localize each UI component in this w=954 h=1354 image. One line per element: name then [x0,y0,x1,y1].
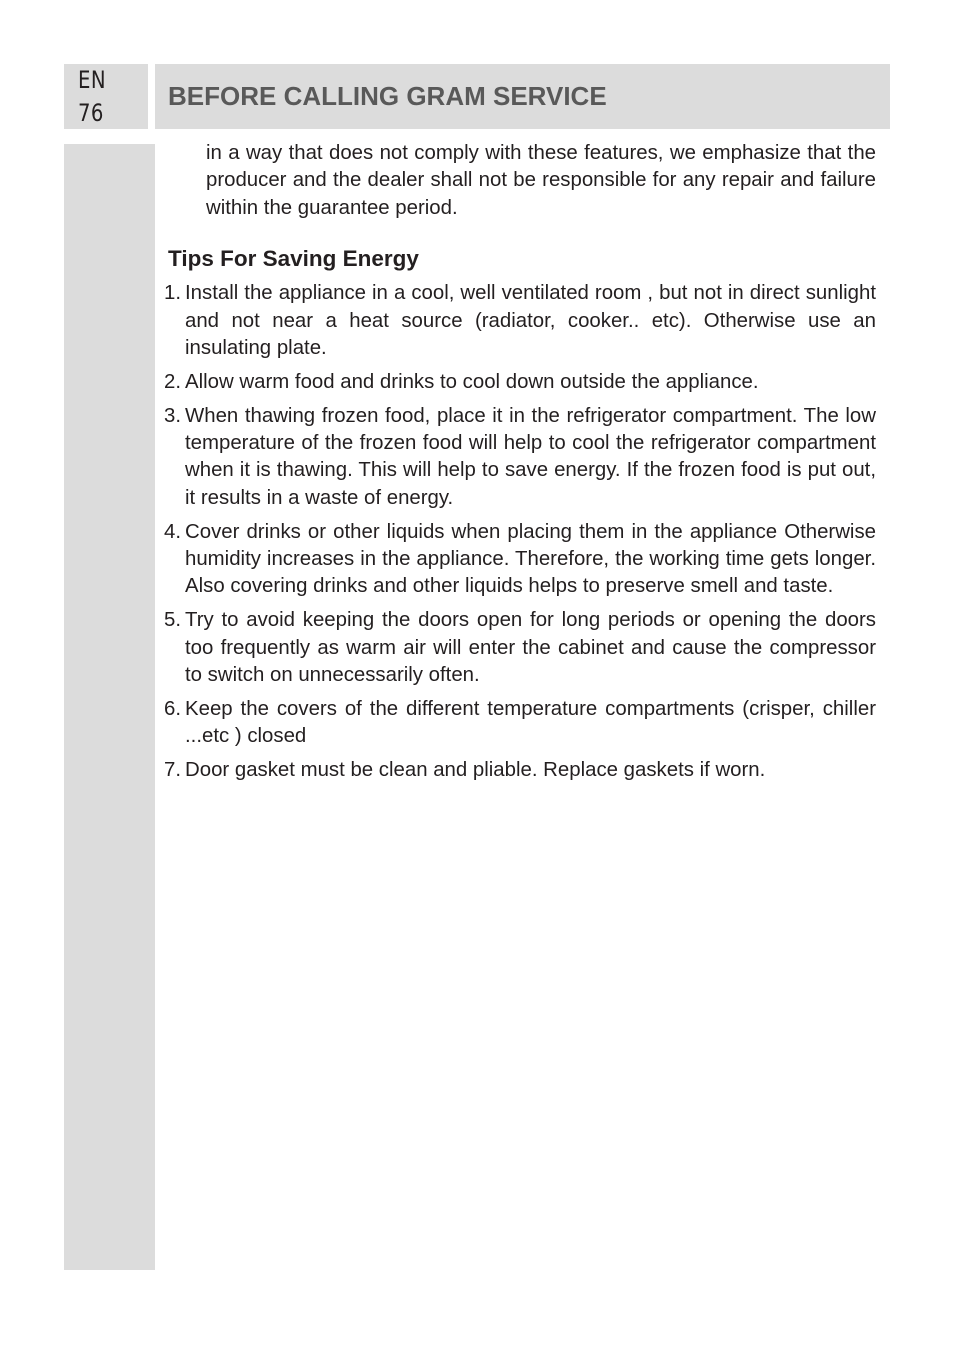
list-item [164,369,876,396]
list-item [164,280,876,362]
list-item [164,696,876,751]
list-item [164,607,876,689]
language-page-tab [64,64,148,129]
header-bar [155,64,890,129]
intro-paragraph: in a way that does not comply with these features, we emphasize that the producer and the dealer shall not be responsible for any repair and failure within the guarantee period. [206,142,876,219]
list-item-text: Door gasket must be clean and pliable. Replace gaskets if worn. [185,759,766,782]
page-content [164,140,876,791]
list-item-number: 4. [164,520,182,543]
language-code: EN [78,66,106,94]
list-item-text: Cover drinks or other liquids when placing them in the appliance Otherwise humidity increases in the appliance. Therefore, the working time gets longer. Also covering drinks and other liquids helps to preserve smell and taste. [185,520,876,598]
list-item-number: 3. [164,404,182,427]
list-item-text: Install the appliance in a cool, well ventilated room , but not in direct sunlight and not near a heat source (radiator, cooker.. etc). Otherwise use an insulating plate. [185,282,876,360]
page-title: BEFORE CALLING GRAM SERVICE [168,81,607,111]
list-item-number: 5. [164,609,182,632]
list-item-number: 2. [164,370,182,393]
list-item [164,519,876,601]
list-item-number: 1. [164,282,182,305]
tips-list [164,280,876,784]
side-margin-bar [64,144,155,1270]
list-item-text: Allow warm food and drinks to cool down outside the appliance. [185,370,759,393]
section-heading: Tips For Saving Energy [168,246,419,272]
page-number: 76 [78,99,104,127]
list-item-text: When thawing frozen food, place it in the refrigerator compartment. The low temperature of the frozen food will help to cool the refrigerator compartment when it is thawing. This will help to save energy. If the frozen food is put out, it results in a waste of energy. [185,404,876,509]
list-item-text: Try to avoid keeping the doors open for long periods or opening the doors too frequently as warm air will enter the cabinet and cause the compressor to switch on unnecessarily often. [185,609,876,687]
list-item [164,757,876,784]
list-item-text: Keep the covers of the different temperature compartments (crisper, chiller ...etc ) closed [185,697,876,748]
list-item [164,403,876,513]
list-item-number: 6. [164,697,182,720]
list-item-number: 7. [164,759,182,782]
